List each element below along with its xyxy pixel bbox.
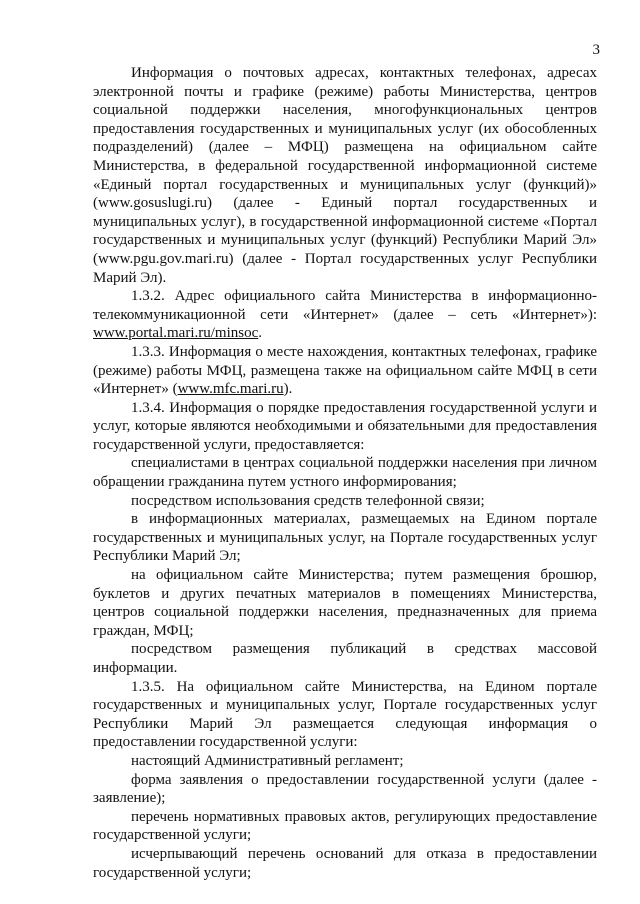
list-item-regulation: настоящий Административный регламент; bbox=[131, 752, 404, 769]
paragraph-contact-info: Информация о почтовых адресах, контактных телефонах, адресах электронной почты и графике (режиме) работы Министерства, центров социальной поддержки населения, многофункциональных центров предоставления государственных и муниципальных услуг (их обособленных подразделений) (далее – МФЦ) размещена на официальном сайте Министерства, в федеральной государственной информационной системе «Единый портал государственных и муниципальных услуг (функций)» (www.gosuslugi.ru) (далее - Единый портал государственных и муниципальных услуг), в государственной информационной системе «Портал государственных и муниципальных услуг (функций) Республики Марий Эл» (www.pgu.gov.mari.ru) (далее - Портал государственных услуг Республики Марий Эл). bbox=[93, 65, 597, 286]
paragraph-1-3-5 bbox=[93, 678, 597, 752]
ministry-site-link[interactable]: www.portal.mari.ru/minsoc bbox=[93, 325, 259, 342]
list-item-refusal-grounds: исчерпывающий перечень оснований для отказа в предоставлении государственной услуги; bbox=[93, 845, 597, 881]
paragraph-1-3-3 bbox=[93, 343, 597, 399]
paragraph-text: На официальном сайте Министерства, на Едином портале государственных и муниципальных услуг, Портале государственных услуг Республики Марий Эл размещается следующая информация о предоставлении государственной услуги: bbox=[93, 678, 598, 751]
list-item-official-site: на официальном сайте Министерства; путем размещения брошюр, буклетов и других печатных материалов в помещениях Министерства, центров социальной поддержки населения, предназначенных для приема граждан, МФЦ; bbox=[93, 567, 597, 639]
list-item-legal-acts: перечень нормативных правовых актов, регулирующих предоставление государственной услуги; bbox=[93, 808, 597, 844]
mfc-site-link[interactable]: www.mfc.mari.ru bbox=[177, 381, 284, 398]
paragraph-1-3-4 bbox=[93, 399, 597, 455]
paragraph-tail: . bbox=[258, 325, 262, 342]
clause-number: 1.3.4. bbox=[131, 399, 165, 416]
list-item-mass-media: посредством размещения публикаций в средствах массовой информации. bbox=[93, 641, 597, 676]
paragraph-1-3-2 bbox=[93, 287, 597, 343]
list-item-application-form: форма заявления о предоставлении государственной услуги (далее - заявление); bbox=[93, 771, 597, 807]
list-item-specialists: специалистами в центрах социальной поддержки населения при личном обращении гражданина путем устного информирования; bbox=[93, 455, 597, 491]
list-item-telephone: посредством использования средств телефонной связи; bbox=[131, 492, 485, 509]
page-number: 3 bbox=[592, 42, 600, 58]
document-body bbox=[93, 64, 597, 882]
paragraph-tail: ). bbox=[283, 381, 293, 398]
paragraph-text: Адрес официального сайта Министерства в информационно-телекоммуникационной сети «Интернет» (далее – сеть «Интернет»): bbox=[93, 288, 598, 323]
paragraph-text: Информация о месте нахождения, контактных телефонах, графике (режиме) работы МФЦ, размещена также на официальном сайте МФЦ в сети «Интернет» ( bbox=[93, 343, 597, 398]
clause-number: 1.3.5. bbox=[131, 678, 165, 695]
paragraph-text: Информация о порядке предоставления государственной услуги и услуг, которые являются необходимыми и обязательными для предоставления государственной услуги, предоставляется: bbox=[93, 399, 597, 453]
clause-number: 1.3.3. bbox=[131, 343, 165, 360]
list-item-info-materials: в информационных материалах, размещаемых на Едином портале государственных и муниципальных услуг, на Портале государственных услуг Республики Марий Эл; bbox=[93, 511, 597, 565]
clause-number: 1.3.2. bbox=[131, 288, 165, 305]
